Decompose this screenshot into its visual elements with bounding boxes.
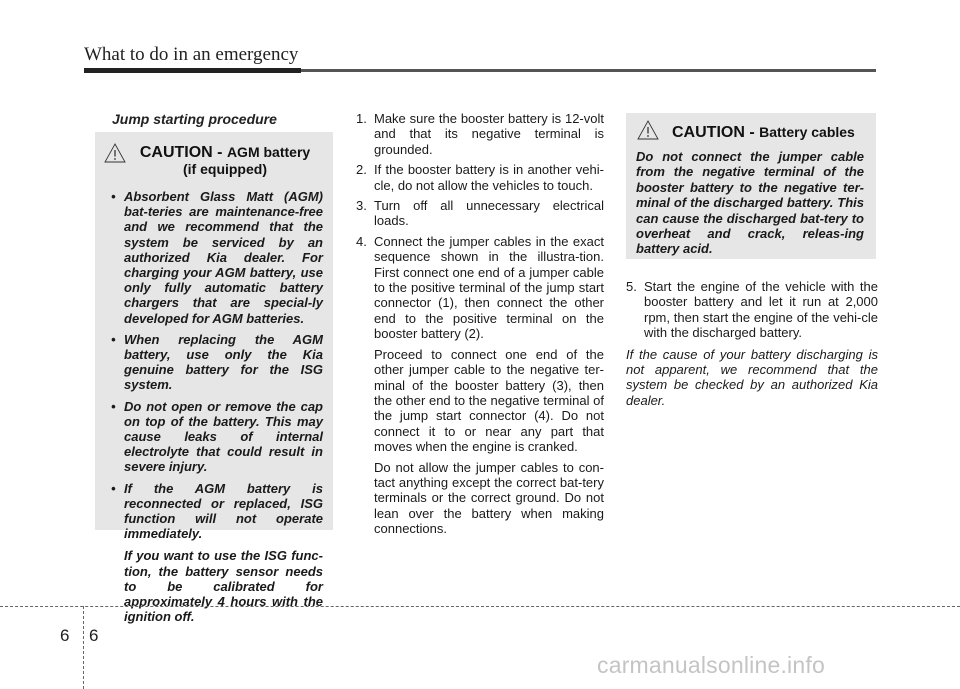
procedure-step: 3. Turn off all unnecessary electrical loads. — [356, 198, 604, 229]
procedure-steps-continued — [626, 279, 878, 408]
footer-vertical-divider — [83, 606, 84, 689]
caution-title — [107, 144, 323, 178]
footer-divider — [0, 606, 960, 607]
procedure-step: 1. Make sure the booster battery is 12-volt and that its negative terminal is grounded. — [356, 111, 604, 157]
list-item: • Do not open or remove the cap on top of the battery. This may cause leaks of internal electrolyte that could result in severe injury. — [111, 398, 323, 475]
caution-subject: Battery cables — [759, 124, 855, 140]
advisory-note: If the cause of your battery discharging is not apparent, we recommend that the system be checked by an authorized Kia dealer. — [626, 346, 878, 408]
page-number: 6 — [89, 626, 99, 645]
chapter-number: 6 — [60, 626, 70, 645]
caution-title — [636, 123, 864, 142]
list-item-continuation: If you want to use the ISG func-tion, the battery sensor needs to be calibrated for approximately 4 hours with the ignition off. — [124, 548, 323, 625]
procedure-step: 5. Start the engine of the vehicle with the booster battery and let it run at 2,000 rpm, then start the engine of the vehi-cle with the discharged battery. — [626, 279, 878, 341]
section-heading: Jump starting procedure — [112, 111, 277, 127]
procedure-step-paragraph: Do not allow the jumper cables to con-tact anything except the correct bat-tery terminals or the correct ground. Do not lean over the battery when making connections. — [374, 459, 604, 537]
procedure-step: 4. Connect the jumper cables in the exact sequence shown in the illustra-tion. First connect one end of a jumper cable to the positive terminal of the jump start connector (1), then connect the other end to the positive terminal on the booster battery (2). — [356, 233, 604, 342]
caution-bullet-list — [107, 189, 323, 624]
caution-subject: AGM battery — [226, 144, 311, 160]
header-rule-accent — [84, 68, 301, 73]
caution-box-agm-battery — [95, 132, 333, 625]
watermark: carmanualsonline.info — [597, 652, 825, 678]
list-item: • If the AGM battery is reconnected or replaced, ISG function will not operate immediately. If you want to use the ISG func-tion, the battery sensor needs to be calibrated for approximately 4 hours with the ignition off. — [111, 480, 323, 625]
caution-word: CAUTION - — [672, 124, 755, 141]
page-header-title: What to do in an emergency — [84, 44, 299, 65]
caution-word: CAUTION - — [139, 144, 223, 161]
caution-text: Do not connect the jumper cable from the negative terminal of the booster battery to the negative ter-minal of the discharged battery. This can cause the discharged bat-tery to overheat and crack, releas-ing battery acid. — [636, 149, 864, 257]
procedure-steps-column — [356, 111, 604, 542]
list-item: • Absorbent Glass Matt (AGM) bat-teries are maintenance-free and we recommend that the system be serviced by an authorized Kia dealer. For charging your AGM battery, use only fully automatic battery chargers that are special-ly developed for AGM batteries. — [111, 189, 323, 326]
caution-subject-qualifier: (if equipped) — [183, 161, 267, 177]
caution-box-battery-cables — [626, 113, 876, 259]
procedure-step: 2. If the booster battery is in another vehi-cle, do not allow the vehicles to touch. — [356, 162, 604, 193]
procedure-step-paragraph: Proceed to connect one end of the other jumper cable to the negative ter-minal of the booster battery (3), then the other end to the negative terminal of the jump start connector (4). Do not connect it to or near any part that moves when the engine is cranked. — [374, 346, 604, 455]
list-item: • When replacing the AGM battery, use only the Kia genuine battery for the ISG system. — [111, 331, 323, 393]
